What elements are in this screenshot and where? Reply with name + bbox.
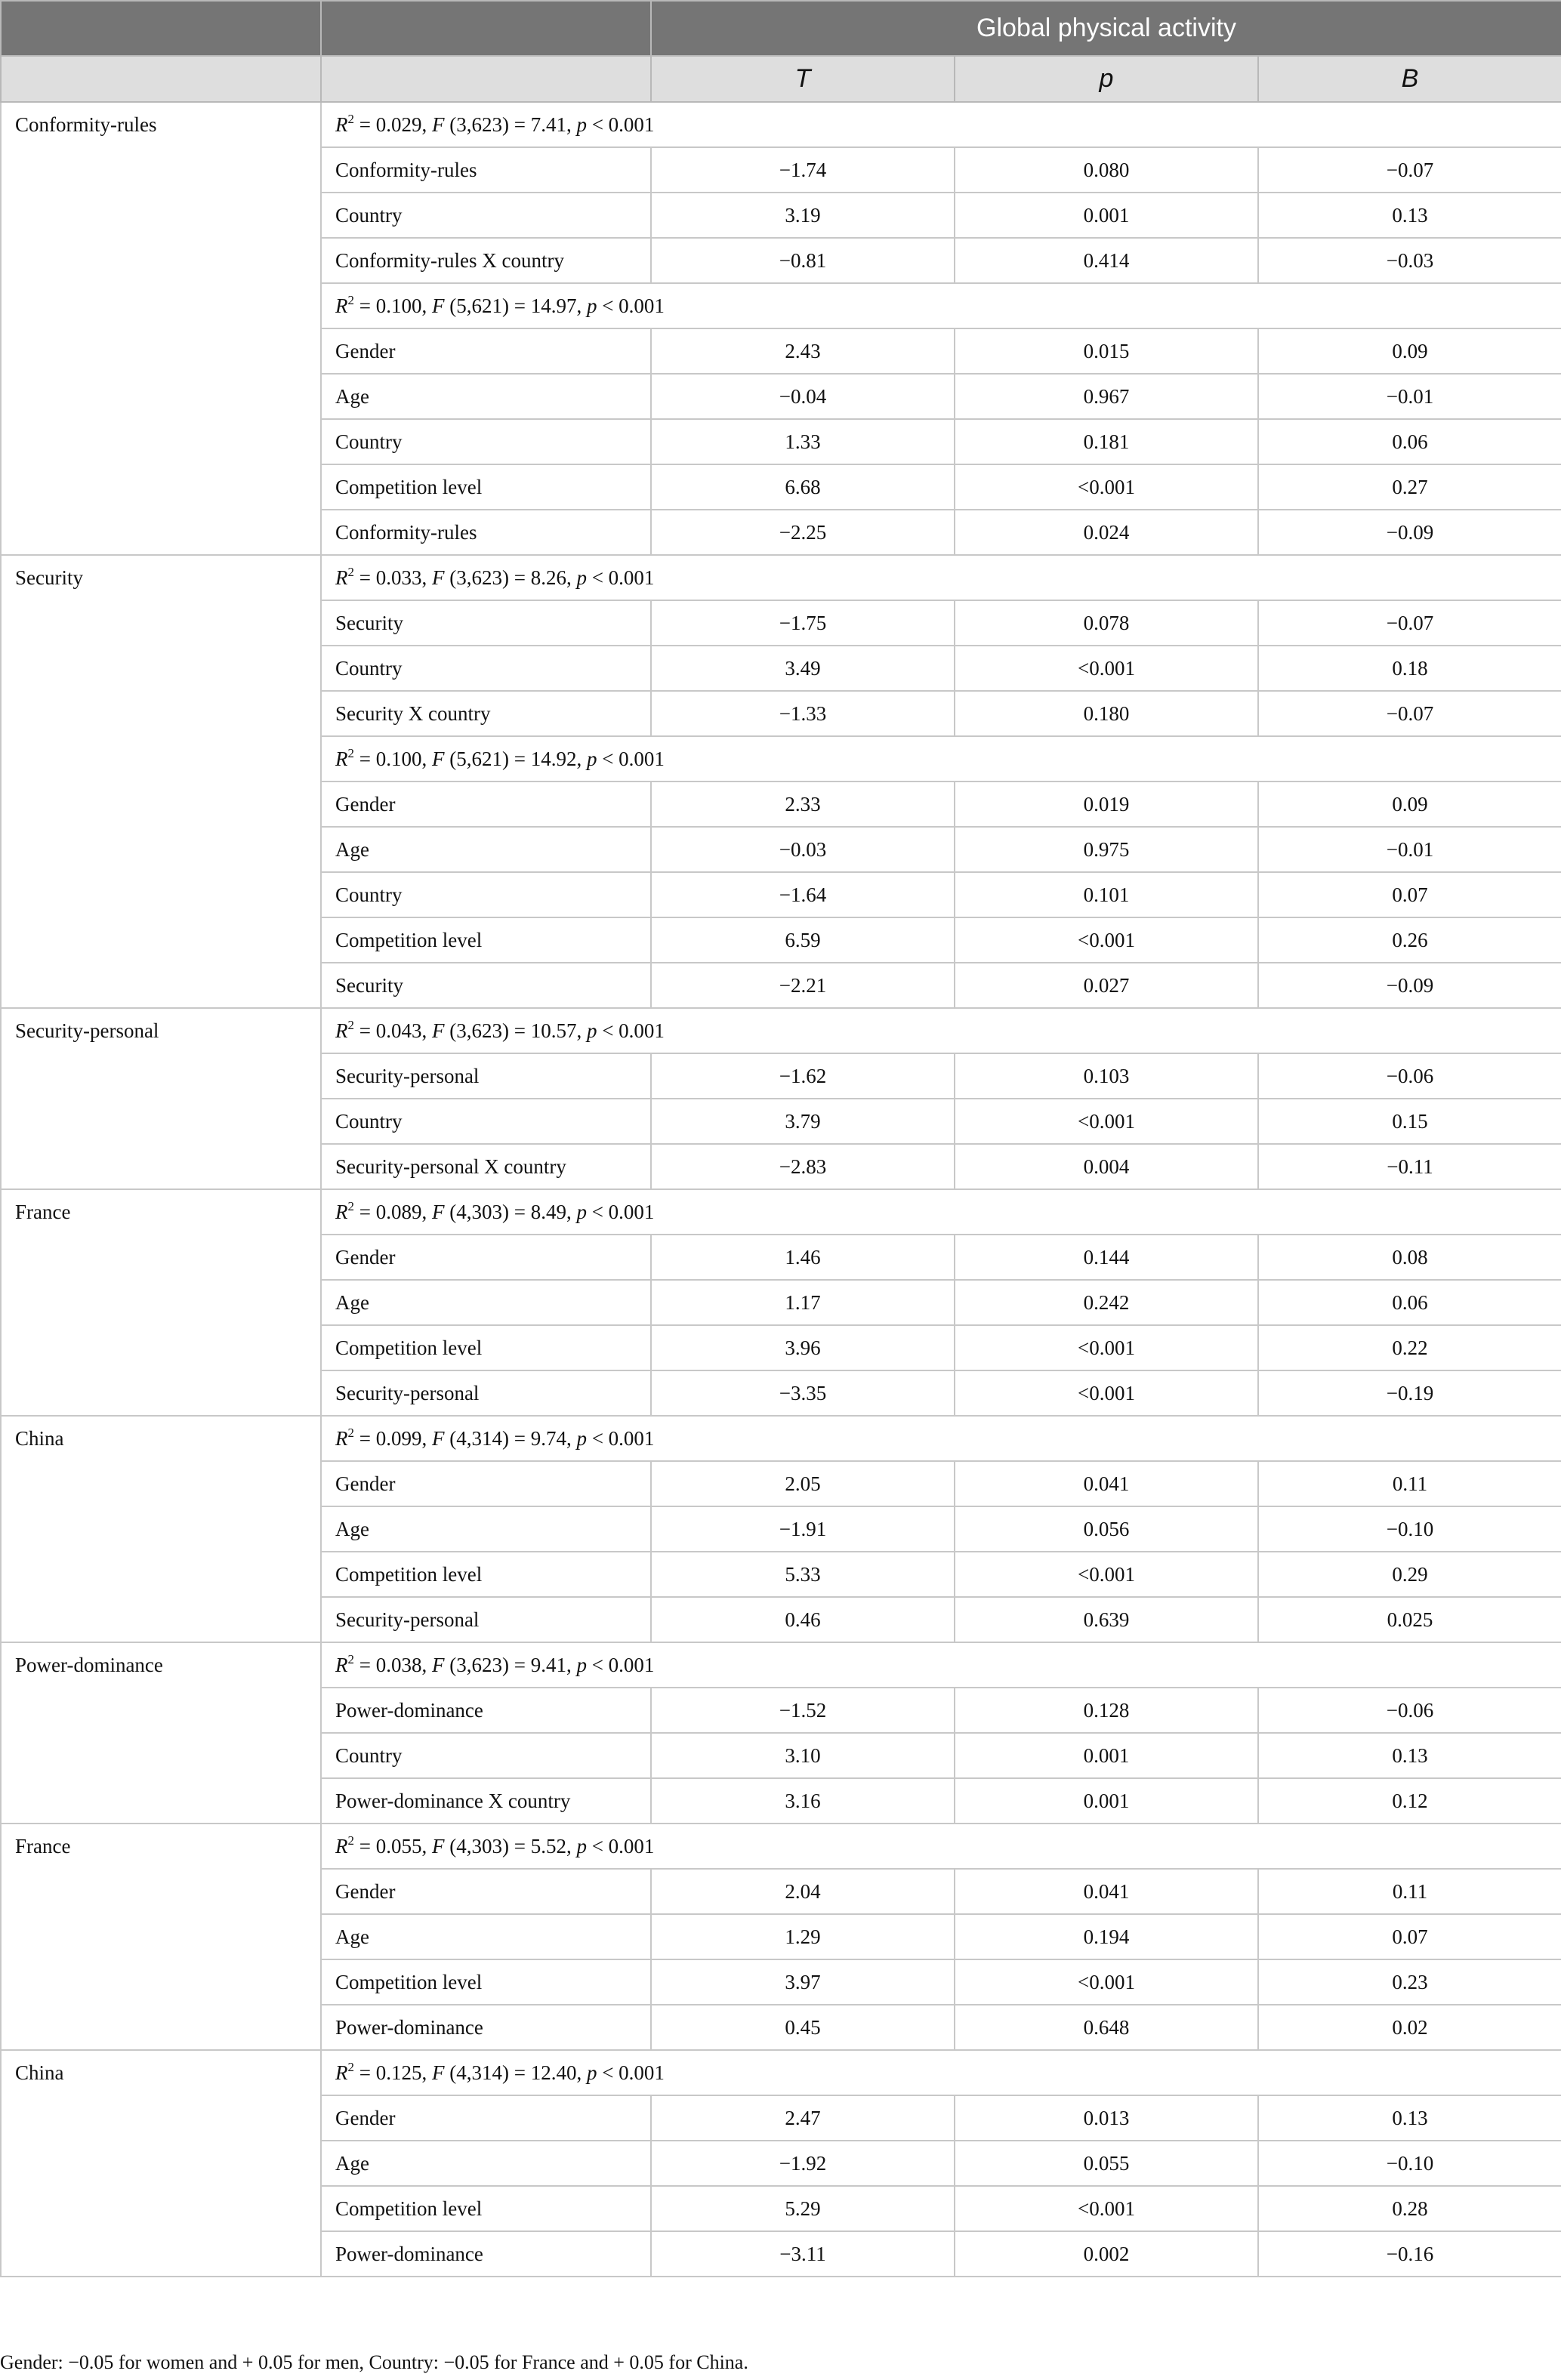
model-summary-row bbox=[1, 1189, 1561, 1235]
predictor-label: Gender bbox=[321, 1235, 651, 1280]
table-header bbox=[1, 1, 1561, 102]
model-summary-row bbox=[1, 555, 1561, 600]
value-b: −0.09 bbox=[1258, 510, 1561, 555]
model-f: 14.97 bbox=[530, 294, 577, 317]
table-body bbox=[1, 102, 1561, 2277]
value-b: −0.07 bbox=[1258, 147, 1561, 193]
value-b: −0.10 bbox=[1258, 1506, 1561, 1552]
value-t: 1.46 bbox=[651, 1235, 955, 1280]
value-p: 0.013 bbox=[955, 2095, 1258, 2141]
predictor-label: Power-dominance X country bbox=[321, 1778, 651, 1824]
value-p: 0.181 bbox=[955, 419, 1258, 464]
predictor-label: Competition level bbox=[321, 464, 651, 510]
value-b: −0.19 bbox=[1258, 1370, 1561, 1416]
value-t: 2.47 bbox=[651, 2095, 955, 2141]
value-p: <0.001 bbox=[955, 1959, 1258, 2005]
header-row-columns bbox=[1, 56, 1561, 102]
model-summary-cell: $R^2 = 0.029$, F (3,623) = 7.41, p < 0.001 bbox=[321, 102, 1561, 147]
value-b: 0.27 bbox=[1258, 464, 1561, 510]
value-t: 1.33 bbox=[651, 419, 955, 464]
predictor-label: Age bbox=[321, 2141, 651, 2186]
value-p: 0.144 bbox=[955, 1235, 1258, 1280]
model-r2: 0.043 bbox=[375, 1019, 422, 1042]
value-b: 0.07 bbox=[1258, 872, 1561, 917]
value-t: −0.81 bbox=[651, 238, 955, 283]
model-df: (5,621) bbox=[449, 294, 509, 317]
predictor-label: Power-dominance bbox=[321, 1688, 651, 1733]
value-t: −3.35 bbox=[651, 1370, 955, 1416]
predictor-label: Security bbox=[321, 600, 651, 646]
value-t: 2.43 bbox=[651, 328, 955, 374]
table-footnote: Gender: −0.05 for women and + 0.05 for men, Country: −0.05 for France and + 0.05 for China. bbox=[0, 2351, 748, 2373]
value-p: 0.041 bbox=[955, 1869, 1258, 1914]
predictor-label: Conformity-rules bbox=[321, 147, 651, 193]
value-t: −1.64 bbox=[651, 872, 955, 917]
value-p: 0.648 bbox=[955, 2005, 1258, 2050]
predictor-label: Gender bbox=[321, 328, 651, 374]
value-t: −1.74 bbox=[651, 147, 955, 193]
value-t: −2.21 bbox=[651, 963, 955, 1008]
model-summary-row bbox=[1, 1824, 1561, 1869]
value-t: 6.59 bbox=[651, 917, 955, 963]
model-r2: 0.100 bbox=[375, 747, 422, 770]
model-p: < 0.001 bbox=[591, 1200, 655, 1223]
value-b: 0.13 bbox=[1258, 2095, 1561, 2141]
model-p: < 0.001 bbox=[602, 1019, 665, 1042]
predictor-label: Age bbox=[321, 1280, 651, 1325]
value-t: 3.79 bbox=[651, 1099, 955, 1144]
column-header-t: T bbox=[651, 56, 955, 102]
model-f: 12.40 bbox=[530, 2061, 577, 2084]
predictor-label: Age bbox=[321, 827, 651, 872]
value-t: −1.92 bbox=[651, 2141, 955, 2186]
value-t: 2.33 bbox=[651, 782, 955, 827]
value-p: <0.001 bbox=[955, 1325, 1258, 1370]
header-empty-cell bbox=[321, 1, 651, 56]
column-header-b: B bbox=[1258, 56, 1561, 102]
value-b: 0.28 bbox=[1258, 2186, 1561, 2231]
group-label: China bbox=[1, 1416, 321, 1642]
value-t: −0.03 bbox=[651, 827, 955, 872]
model-summary-cell: $R^2 = 0.100$, F (5,621) = 14.92, p < 0.001 bbox=[321, 736, 1561, 782]
model-summary-cell: $R^2 = 0.125$, F (4,314) = 12.40, p < 0.001 bbox=[321, 2050, 1561, 2095]
predictor-label: Country bbox=[321, 646, 651, 691]
header-empty-cell bbox=[1, 56, 321, 102]
value-b: −0.10 bbox=[1258, 2141, 1561, 2186]
predictor-label: Age bbox=[321, 1914, 651, 1959]
value-p: 0.001 bbox=[955, 1733, 1258, 1778]
group-label: France bbox=[1, 1824, 321, 2050]
predictor-label: Security-personal bbox=[321, 1597, 651, 1642]
value-p: 0.055 bbox=[955, 2141, 1258, 2186]
value-b: −0.06 bbox=[1258, 1053, 1561, 1099]
model-f: 9.41 bbox=[530, 1653, 566, 1676]
value-b: 0.11 bbox=[1258, 1869, 1561, 1914]
model-f: 10.57 bbox=[530, 1019, 577, 1042]
group-label: China bbox=[1, 2050, 321, 2277]
value-b: −0.01 bbox=[1258, 827, 1561, 872]
model-summary-cell: $R^2 = 0.043$, F (3,623) = 10.57, p < 0.001 bbox=[321, 1008, 1561, 1053]
value-p: 0.078 bbox=[955, 600, 1258, 646]
value-p: 0.041 bbox=[955, 1461, 1258, 1506]
predictor-label: Country bbox=[321, 872, 651, 917]
model-df: (3,623) bbox=[449, 566, 509, 589]
predictor-label: Security-personal bbox=[321, 1370, 651, 1416]
value-b: −0.09 bbox=[1258, 963, 1561, 1008]
model-summary-row bbox=[1, 1416, 1561, 1461]
value-b: 0.06 bbox=[1258, 1280, 1561, 1325]
value-p: <0.001 bbox=[955, 464, 1258, 510]
model-summary-cell: $R^2 = 0.099$, F (4,314) = 9.74, p < 0.001 bbox=[321, 1416, 1561, 1461]
model-f: 9.74 bbox=[530, 1426, 566, 1450]
model-summary-row bbox=[1, 102, 1561, 147]
value-p: <0.001 bbox=[955, 1370, 1258, 1416]
model-p: < 0.001 bbox=[591, 1834, 655, 1857]
value-b: 0.06 bbox=[1258, 419, 1561, 464]
value-p: 0.639 bbox=[955, 1597, 1258, 1642]
value-t: −2.83 bbox=[651, 1144, 955, 1189]
value-p: 0.004 bbox=[955, 1144, 1258, 1189]
value-p: 0.080 bbox=[955, 147, 1258, 193]
model-summary-cell: $R^2 = 0.055$, F (4,303) = 5.52, p < 0.001 bbox=[321, 1824, 1561, 1869]
predictor-label: Conformity-rules bbox=[321, 510, 651, 555]
model-summary-row bbox=[1, 1642, 1561, 1688]
value-p: 0.002 bbox=[955, 2231, 1258, 2277]
predictor-label: Country bbox=[321, 1733, 651, 1778]
value-t: −3.11 bbox=[651, 2231, 955, 2277]
header-row-title bbox=[1, 1, 1561, 56]
value-t: 5.33 bbox=[651, 1552, 955, 1597]
value-b: 0.23 bbox=[1258, 1959, 1561, 2005]
model-p: < 0.001 bbox=[602, 294, 665, 317]
model-r2: 0.055 bbox=[375, 1834, 422, 1857]
value-p: <0.001 bbox=[955, 1552, 1258, 1597]
predictor-label: Gender bbox=[321, 1869, 651, 1914]
predictor-label: Country bbox=[321, 193, 651, 238]
value-b: −0.16 bbox=[1258, 2231, 1561, 2277]
model-r2: 0.038 bbox=[375, 1653, 422, 1676]
value-p: 0.015 bbox=[955, 328, 1258, 374]
value-b: −0.01 bbox=[1258, 374, 1561, 419]
value-b: −0.07 bbox=[1258, 600, 1561, 646]
value-b: 0.12 bbox=[1258, 1778, 1561, 1824]
value-p: 0.975 bbox=[955, 827, 1258, 872]
model-f: 14.92 bbox=[530, 747, 577, 770]
model-df: (4,314) bbox=[449, 1426, 509, 1450]
predictor-label: Gender bbox=[321, 2095, 651, 2141]
value-b: 0.22 bbox=[1258, 1325, 1561, 1370]
value-t: 1.29 bbox=[651, 1914, 955, 1959]
predictor-label: Security-personal X country bbox=[321, 1144, 651, 1189]
value-t: 3.19 bbox=[651, 193, 955, 238]
value-t: −1.33 bbox=[651, 691, 955, 736]
group-label: Security-personal bbox=[1, 1008, 321, 1189]
model-summary-cell: $R^2 = 0.089$, F (4,303) = 8.49, p < 0.001 bbox=[321, 1189, 1561, 1235]
model-df: (4,314) bbox=[449, 2061, 509, 2084]
value-p: <0.001 bbox=[955, 917, 1258, 963]
value-t: 5.29 bbox=[651, 2186, 955, 2231]
model-df: (3,623) bbox=[449, 1653, 509, 1676]
model-summary-cell: $R^2 = 0.033$, F (3,623) = 8.26, p < 0.001 bbox=[321, 555, 1561, 600]
model-p: < 0.001 bbox=[602, 747, 665, 770]
value-p: 0.194 bbox=[955, 1914, 1258, 1959]
predictor-label: Competition level bbox=[321, 1959, 651, 2005]
value-p: 0.967 bbox=[955, 374, 1258, 419]
value-t: 2.04 bbox=[651, 1869, 955, 1914]
value-t: −1.62 bbox=[651, 1053, 955, 1099]
column-header-p: p bbox=[955, 56, 1258, 102]
predictor-label: Security-personal bbox=[321, 1053, 651, 1099]
model-r2: 0.089 bbox=[375, 1200, 422, 1223]
value-t: 0.45 bbox=[651, 2005, 955, 2050]
model-summary-cell: $R^2 = 0.038$, F (3,623) = 9.41, p < 0.001 bbox=[321, 1642, 1561, 1688]
header-empty-cell bbox=[321, 56, 651, 102]
value-p: 0.242 bbox=[955, 1280, 1258, 1325]
model-df: (5,621) bbox=[449, 747, 509, 770]
model-p: < 0.001 bbox=[591, 1653, 655, 1676]
value-p: <0.001 bbox=[955, 2186, 1258, 2231]
model-p: < 0.001 bbox=[591, 1426, 655, 1450]
value-b: 0.08 bbox=[1258, 1235, 1561, 1280]
model-r2: 0.125 bbox=[375, 2061, 422, 2084]
value-b: −0.06 bbox=[1258, 1688, 1561, 1733]
value-p: 0.180 bbox=[955, 691, 1258, 736]
model-f: 8.49 bbox=[530, 1200, 566, 1223]
predictor-label: Conformity-rules X country bbox=[321, 238, 651, 283]
model-f: 7.41 bbox=[530, 113, 566, 136]
header-empty-cell bbox=[1, 1, 321, 56]
predictor-label: Power-dominance bbox=[321, 2005, 651, 2050]
value-p: 0.103 bbox=[955, 1053, 1258, 1099]
model-r2: 0.033 bbox=[375, 566, 422, 589]
value-b: 0.29 bbox=[1258, 1552, 1561, 1597]
value-b: 0.13 bbox=[1258, 1733, 1561, 1778]
value-b: −0.03 bbox=[1258, 238, 1561, 283]
model-df: (3,623) bbox=[449, 1019, 509, 1042]
predictor-label: Security bbox=[321, 963, 651, 1008]
value-t: 2.05 bbox=[651, 1461, 955, 1506]
value-p: 0.024 bbox=[955, 510, 1258, 555]
value-t: −1.52 bbox=[651, 1688, 955, 1733]
value-b: 0.025 bbox=[1258, 1597, 1561, 1642]
model-r2: 0.029 bbox=[375, 113, 422, 136]
predictor-label: Country bbox=[321, 1099, 651, 1144]
value-b: 0.13 bbox=[1258, 193, 1561, 238]
value-b: 0.02 bbox=[1258, 2005, 1561, 2050]
model-summary-cell: $R^2 = 0.100$, F (5,621) = 14.97, p < 0.001 bbox=[321, 283, 1561, 328]
value-b: 0.15 bbox=[1258, 1099, 1561, 1144]
value-t: 6.68 bbox=[651, 464, 955, 510]
value-t: −2.25 bbox=[651, 510, 955, 555]
value-t: 3.96 bbox=[651, 1325, 955, 1370]
predictor-label: Gender bbox=[321, 1461, 651, 1506]
group-label: France bbox=[1, 1189, 321, 1416]
predictor-label: Country bbox=[321, 419, 651, 464]
model-df: (3,623) bbox=[449, 113, 509, 136]
value-p: 0.056 bbox=[955, 1506, 1258, 1552]
value-b: 0.07 bbox=[1258, 1914, 1561, 1959]
value-b: −0.07 bbox=[1258, 691, 1561, 736]
value-t: −1.75 bbox=[651, 600, 955, 646]
predictor-label: Age bbox=[321, 374, 651, 419]
value-b: −0.11 bbox=[1258, 1144, 1561, 1189]
model-p: < 0.001 bbox=[591, 113, 655, 136]
value-t: −1.91 bbox=[651, 1506, 955, 1552]
value-p: 0.019 bbox=[955, 782, 1258, 827]
header-span-title: Global physical activity bbox=[651, 1, 1561, 56]
value-t: 0.46 bbox=[651, 1597, 955, 1642]
model-p: < 0.001 bbox=[602, 2061, 665, 2084]
value-b: 0.11 bbox=[1258, 1461, 1561, 1506]
value-b: 0.18 bbox=[1258, 646, 1561, 691]
predictor-label: Competition level bbox=[321, 917, 651, 963]
predictor-label: Age bbox=[321, 1506, 651, 1552]
predictor-label: Competition level bbox=[321, 1552, 651, 1597]
value-p: <0.001 bbox=[955, 646, 1258, 691]
predictor-label: Competition level bbox=[321, 1325, 651, 1370]
predictor-label: Competition level bbox=[321, 2186, 651, 2231]
group-label: Power-dominance bbox=[1, 1642, 321, 1824]
model-f: 5.52 bbox=[530, 1834, 566, 1857]
model-r2: 0.099 bbox=[375, 1426, 422, 1450]
value-t: 3.97 bbox=[651, 1959, 955, 2005]
model-df: (4,303) bbox=[449, 1834, 509, 1857]
value-b: 0.09 bbox=[1258, 328, 1561, 374]
value-t: 3.10 bbox=[651, 1733, 955, 1778]
group-label: Security bbox=[1, 555, 321, 1008]
predictor-label: Power-dominance bbox=[321, 2231, 651, 2277]
model-f: 8.26 bbox=[530, 566, 566, 589]
value-t: 3.16 bbox=[651, 1778, 955, 1824]
value-p: <0.001 bbox=[955, 1099, 1258, 1144]
model-p: < 0.001 bbox=[591, 566, 655, 589]
value-p: 0.027 bbox=[955, 963, 1258, 1008]
value-p: 0.101 bbox=[955, 872, 1258, 917]
predictor-label: Gender bbox=[321, 782, 651, 827]
predictor-label: Security X country bbox=[321, 691, 651, 736]
value-t: 1.17 bbox=[651, 1280, 955, 1325]
model-summary-row bbox=[1, 1008, 1561, 1053]
value-b: 0.26 bbox=[1258, 917, 1561, 963]
value-t: 3.49 bbox=[651, 646, 955, 691]
model-summary-row bbox=[1, 2050, 1561, 2095]
model-df: (4,303) bbox=[449, 1200, 509, 1223]
value-t: −0.04 bbox=[651, 374, 955, 419]
value-p: 0.001 bbox=[955, 193, 1258, 238]
model-r2: 0.100 bbox=[375, 294, 422, 317]
value-p: 0.128 bbox=[955, 1688, 1258, 1733]
value-b: 0.09 bbox=[1258, 782, 1561, 827]
group-label: Conformity-rules bbox=[1, 102, 321, 555]
value-p: 0.001 bbox=[955, 1778, 1258, 1824]
value-p: 0.414 bbox=[955, 238, 1258, 283]
